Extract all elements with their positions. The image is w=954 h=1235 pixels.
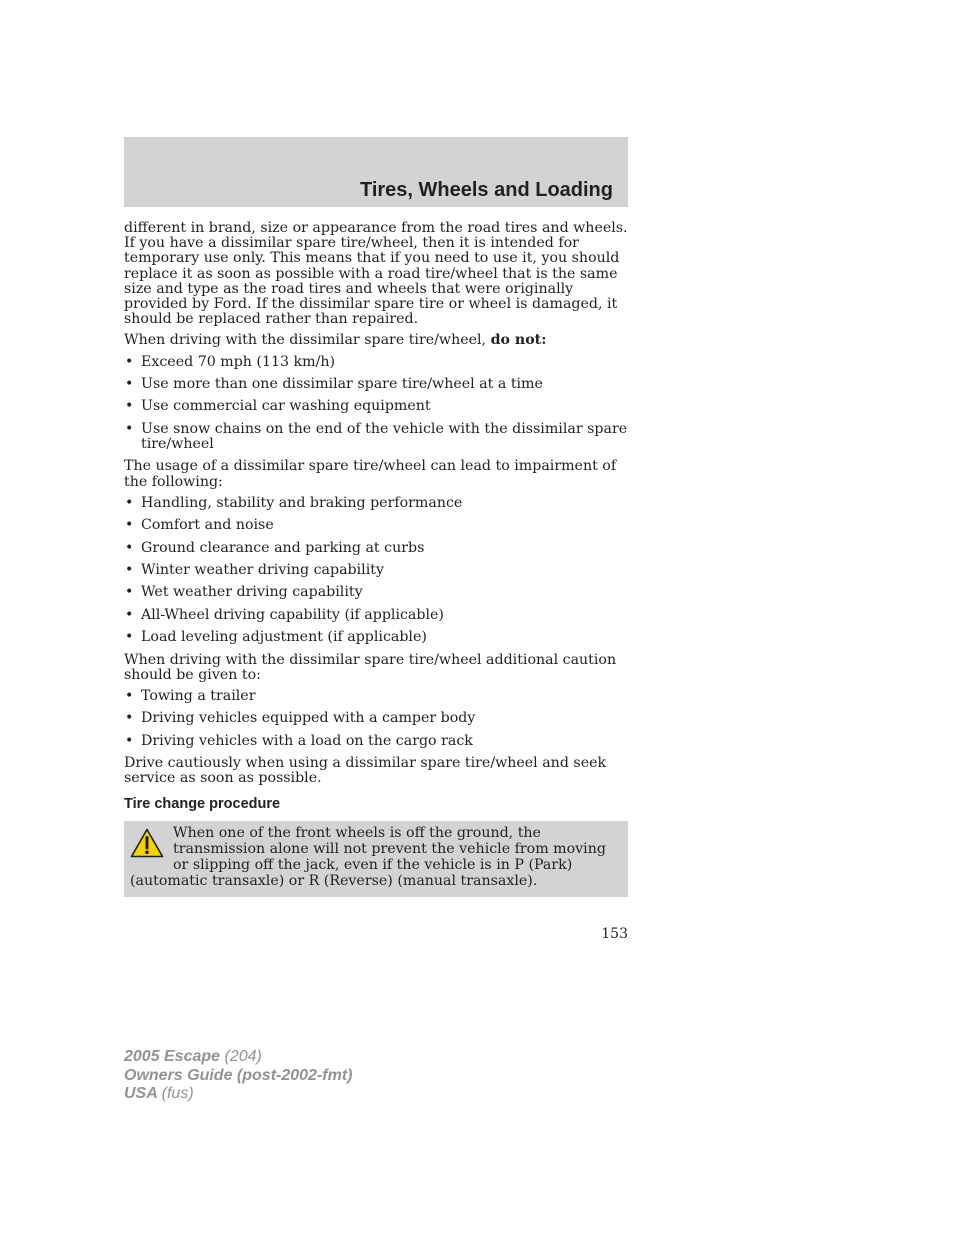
footer-market: USA — [124, 1085, 158, 1102]
closing-paragraph: Drive cautiously when using a dissimilar spare tire/wheel and seek service as soon as possible. — [124, 755, 607, 787]
list-item — [124, 585, 628, 600]
list-item — [124, 355, 628, 370]
bullet: • — [125, 561, 134, 578]
footer — [124, 1048, 352, 1104]
list-item — [124, 563, 628, 578]
list-item-text: All-Wheel driving capability (if applicable) — [141, 606, 444, 623]
page-title: Tires, Wheels and Loading — [359, 179, 613, 201]
list-item-text: Driving vehicles with a load on the cargo rack — [141, 732, 473, 749]
bullet: • — [125, 376, 134, 393]
bullet: • — [125, 732, 134, 749]
list-item-text: Winter weather driving capability — [141, 561, 384, 578]
list-item-text: Exceed 70 mph (113 km/h) — [141, 353, 336, 370]
list-item — [124, 608, 628, 623]
bullet: • — [125, 494, 134, 511]
section-heading: Tire change procedure — [124, 795, 281, 812]
list-item-text: Use more than one dissimilar spare tire/wheel at a time — [141, 376, 543, 393]
footer-line-2: Owners Guide (post-2002-fmt) — [124, 1066, 353, 1084]
footer-market-code: (fus) — [161, 1085, 194, 1102]
list-item — [124, 422, 628, 452]
do-not-intro-text: When driving with the dissimilar spare tire/wheel, — [124, 332, 487, 349]
warning-box — [124, 821, 628, 897]
list-item-text: Load leveling adjustment (if applicable) — [141, 629, 427, 646]
bullet: • — [125, 629, 134, 646]
page-number: 153 — [601, 926, 628, 942]
footer-model: 2005 Escape — [124, 1048, 221, 1065]
list-item-text: Ground clearance and parking at curbs — [141, 539, 425, 556]
do-not-emphasis: do not: — [490, 332, 547, 349]
footer-line-1 — [124, 1048, 352, 1067]
page-content — [124, 221, 628, 897]
list-item — [124, 734, 628, 749]
bullet: • — [125, 687, 134, 704]
bullet: • — [125, 353, 134, 370]
list-item — [124, 689, 628, 704]
list-item — [124, 399, 628, 414]
list-item-text: Towing a trailer — [141, 687, 256, 704]
warning-text: When one of the front wheels is off the ground, the transmission alone will not prevent the vehicle from moving or slipping off the jack, even if the vehicle is in P (Park) (automatic transaxle) or R (Reverse) (manual transaxle). — [130, 824, 606, 889]
list-item-text: Comfort and noise — [141, 517, 274, 534]
caution-intro: When driving with the dissimilar spare tire/wheel additional caution should be given to: — [124, 651, 617, 683]
bullet: • — [125, 539, 134, 556]
list-item — [124, 377, 628, 392]
do-not-intro — [124, 333, 628, 348]
bullet: • — [125, 517, 134, 534]
caution-list — [124, 689, 628, 749]
list-item — [124, 496, 628, 511]
bullet: • — [125, 606, 134, 623]
list-item — [124, 711, 628, 726]
list-item-text: Use snow chains on the end of the vehicle with the dissimilar spare tire/wheel — [141, 420, 628, 452]
list-item-text: Handling, stability and braking performance — [141, 494, 463, 511]
bullet: • — [125, 398, 134, 415]
impairment-intro: The usage of a dissimilar spare tire/wheel can lead to impairment of the following: — [124, 458, 617, 490]
header-band — [124, 137, 628, 207]
impairment-list — [124, 496, 628, 646]
list-item — [124, 541, 628, 556]
warning-triangle-icon — [130, 828, 164, 858]
footer-line-3 — [124, 1085, 352, 1104]
list-item-text: Wet weather driving capability — [141, 584, 363, 601]
list-item-text: Use commercial car washing equipment — [141, 398, 431, 415]
intro-paragraph: different in brand, size or appearance from the road tires and wheels. If you have a dissimilar spare tire/wheel, then it is intended for temporary use only. This means that if you need to use it, you should replace it as soon as possible with a road tire/wheel that is the same size and type as the road tires and wheels that were originally provided by Ford. If the dissimilar spare tire or wheel is damaged, it should be replaced rather than repaired. — [124, 220, 628, 328]
bullet: • — [125, 710, 134, 727]
bullet: • — [125, 584, 134, 601]
bullet: • — [125, 420, 134, 437]
list-item — [124, 630, 628, 645]
footer-model-code: (204) — [224, 1048, 262, 1065]
list-item-text: Driving vehicles equipped with a camper body — [141, 710, 476, 727]
do-not-list — [124, 355, 628, 453]
list-item — [124, 518, 628, 533]
